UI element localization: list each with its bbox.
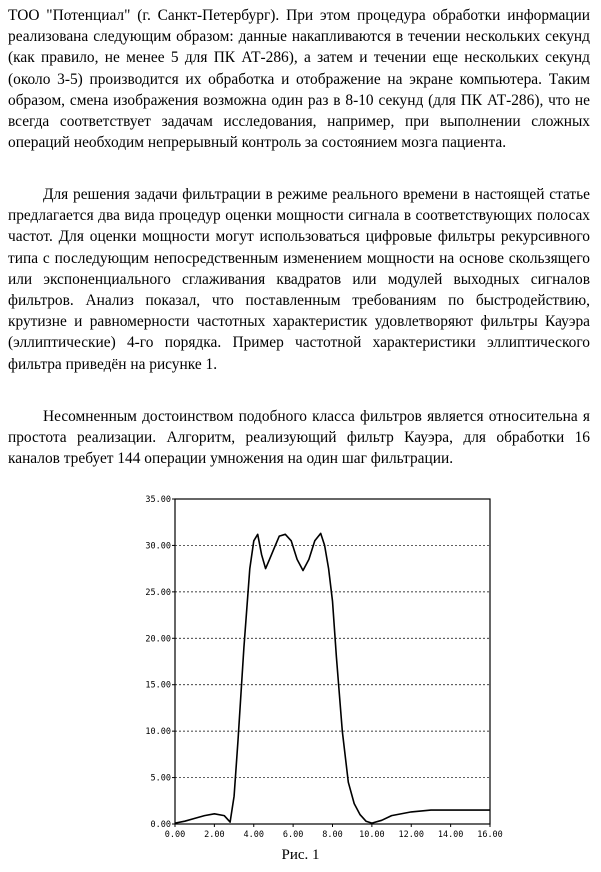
paragraph-1: ТОО "Потенциал" (г. Санкт-Петербург). При этом процедура обработки информации реализована следующим образом: данные накапливаются в течении нескольких секунд (как правило, не менее 5 для ПК АТ-286), а затем и течении еще нескольких секунд (около 3-5) производится их обработка и отображение на экране компьютера. Таким образом, смена изображения возможна один раз в 8-10 секунд (для ПК АТ-286), что не всегда соответствует задачам исследования, например, при выполнении сложных операций необходим непрерывный контроль за состоянием мозга пациента. — [8, 7, 590, 152]
x-tick-label: 12.00 — [398, 830, 425, 840]
y-tick-label: 0.00 — [150, 820, 171, 830]
paragraph-3: Несомненным достоинством подобного класса фильтров является относительна я простота реализации. Алгоритм, реализующий фильтр Кауэра, для обработки 16 каналов требует 144 операции умножения на один шаг фильтрации. — [8, 408, 590, 468]
series-line — [175, 533, 490, 823]
y-tick-label: 5.00 — [150, 773, 171, 784]
figure-caption: Рис. 1 — [281, 847, 320, 863]
y-tick-label: 20.00 — [145, 634, 171, 645]
y-tick-label: 30.00 — [145, 541, 171, 552]
x-tick-label: 10.00 — [359, 830, 385, 840]
x-tick-label: 16.00 — [477, 830, 503, 840]
y-tick-label: 10.00 — [145, 727, 171, 738]
x-tick-label: 14.00 — [437, 830, 464, 840]
y-tick-label: 15.00 — [145, 680, 171, 691]
x-tick-label: 4.00 — [243, 830, 264, 840]
plot-frame — [175, 499, 490, 824]
x-tick-label: 8.00 — [322, 830, 343, 840]
x-tick-label: 2.00 — [204, 830, 225, 840]
frequency-response-chart — [130, 490, 503, 840]
x-tick-label: 6.00 — [282, 830, 304, 840]
paragraph-2: Для решения задачи фильтрации в режиме реального времени в настоящей статье предлагается два вида процедур оценки мощности сигнала в соответствующих полосах частот. Для оценки мощности могут использоваться цифровые фильтры рекурсивного типа с последующим непосредственным изменением мощности на основе скользящего или экспоненциального сглаживания квадратов или модулей выходных сигналов фильтров. Анализ показал, что поставленным требованиям по быстродействию, крутизне и равномерности частотных характеристик удовлетворяют фильтры Кауэра (эллиптические) 4-го порядка. Пример частотной характеристики эллиптического фильтра приведён на рисунке 1. — [8, 186, 590, 373]
x-tick-label: 0.00 — [164, 830, 186, 840]
y-tick-label: 25.00 — [145, 587, 171, 598]
y-tick-label: 35.00 — [145, 495, 171, 505]
